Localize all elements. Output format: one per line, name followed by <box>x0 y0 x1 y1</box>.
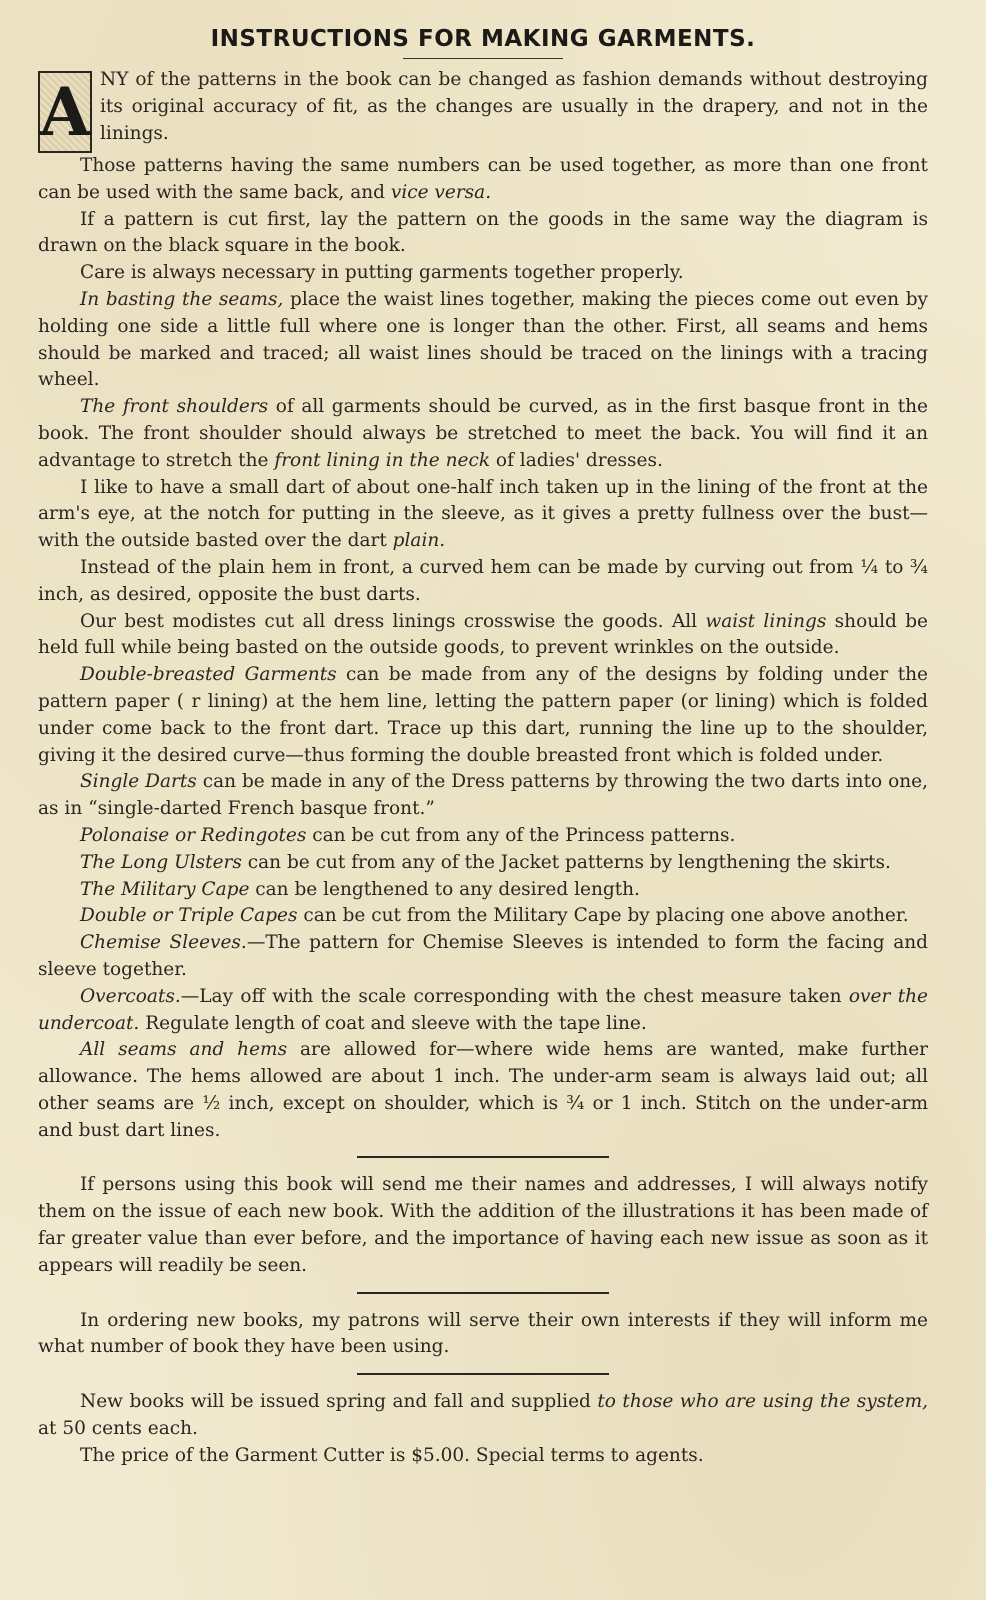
paragraph-chemise-sleeves <box>38 930 928 984</box>
text: Those patterns having the same numbers can be used together, as more than one front can be used with the same back, and <box>38 155 928 203</box>
text: of ladies' dresses. <box>490 449 663 471</box>
text: can be cut from any of the Jacket patterns by lengthening the skirts. <box>241 851 891 873</box>
emphasis: Double or Triple Capes <box>80 905 298 927</box>
page-title: INSTRUCTIONS FOR MAKING GARMENTS. <box>210 26 756 52</box>
paragraph-price: The price of the Garment Cutter is $5.00. Special terms to agents. <box>80 1444 704 1466</box>
paragraph-basting <box>38 287 928 394</box>
emphasis: The Long Ulsters <box>80 851 242 873</box>
text: at 50 cents each. <box>38 1418 198 1440</box>
emphasis: Overcoats. <box>80 985 181 1007</box>
emphasis: Double-breasted Garments <box>80 664 337 686</box>
text: I like to have a small dart of about one-half inch taken up in the lining of the front at the arm's eye, at the notch for putting in the sleeve, as it gives a pretty fullness over the bust—with the outside basted over the dart <box>38 476 928 552</box>
paragraph-front-shoulders <box>38 394 928 474</box>
paragraph-modistes <box>38 609 928 663</box>
paragraph-names-addresses: If persons using this book will send me their names and addresses, I will always notify them on the issue of each new book. With the addition of the illustrations it has been made of far greater value than ever before, and the importance of having each new issue as soon as it appears will readily be seen. <box>38 1174 928 1276</box>
section-divider <box>357 1373 609 1375</box>
text: place the waist lines together, making the pieces come out even by holding one side a little full where one is longer than the other. First, all seams and hems should be marked and traced; all waist lines should be traced on the linings with a tracing wheel. <box>38 288 929 391</box>
text: can be made from any of the designs by folding under the pattern paper ( r lining) at the hem line, letting the pattern paper (or lining) which is folded under come back to the front dart. Trace up this dart, running the line up to the shoulder, giving it the desired curve—thus forming the double breasted front which is folded under. <box>38 664 928 766</box>
emphasis: In basting the seams, <box>80 288 284 310</box>
text: can be made in any of the Dress patterns by throwing the two darts into one, as in “single-darted French basque front.” <box>38 771 928 820</box>
text: can be cut from the Military Cape by placing one above another. <box>297 905 909 927</box>
paragraph-capes <box>38 903 928 930</box>
instructions-body <box>38 67 928 1470</box>
text: —Lay off with the scale corresponding with the chest measure taken <box>180 985 849 1007</box>
section-divider <box>357 1292 609 1294</box>
text: should be held full while being basted on the outside goods, to prevent wrinkles on the outside. <box>38 610 929 659</box>
paragraph-new-books <box>38 1389 928 1443</box>
text: —The pattern for Chemise Sleeves is intended to form the facing and sleeve together. <box>38 932 929 980</box>
paragraph-seams-hems <box>38 1037 928 1144</box>
paragraph-single-darts <box>38 769 928 823</box>
emphasis: plain. <box>392 530 446 552</box>
emphasis: Chemise Sleeves. <box>80 932 247 954</box>
emphasis: to those who are using the system, <box>597 1391 928 1413</box>
intro-text: NY of the patterns in the book can be changed as fashion demands without destroying its original accuracy of fit, as the changes are usually in the drapery, and not in the linings. <box>100 69 928 144</box>
emphasis: All seams and hems <box>80 1039 288 1061</box>
emphasis: front lining in the neck <box>274 449 491 471</box>
text: Our best modistes cut all dress linings crosswise the goods. All <box>80 610 706 632</box>
paragraph-cut-first: If a pattern is cut first, lay the pattern on the goods in the same way the diagram is drawn on the black square in the book. <box>38 208 928 257</box>
text: can be lengthened to any desired length. <box>249 878 640 900</box>
paragraph-long-ulsters <box>38 850 928 877</box>
paragraph-ordering: In ordering new books, my patrons will serve their own interests if they will inform me what number of book they have been using. <box>38 1309 928 1358</box>
text: are allowed for—where wide hems are wanted, make further allowance. The hems allowed are about 1 inch. The under-arm seam is always laid out; all other seams are ½ inch, except on shoulder, which is ¾ or 1 inch. Stitch on the under-arm and bust dart lines. <box>38 1039 929 1141</box>
paragraph-dart <box>38 475 928 555</box>
paragraph-same-numbers <box>38 153 928 207</box>
intro-paragraph <box>38 67 928 153</box>
paragraph-military-cape <box>38 877 928 904</box>
text: of all garments should be curved, as in the first basque front in the book. The front shoulder should always be stretched to meet the back. You will find it an advantage to stretch the <box>38 396 929 471</box>
text: can be cut from any of the Princess patterns. <box>306 824 736 846</box>
ornamental-dropcap: A <box>39 73 91 151</box>
emphasis: The Military Cape <box>80 878 250 900</box>
text: New books will be issued spring and fall and supplied <box>80 1391 598 1413</box>
emphasis: Polonaise or Redingotes <box>80 824 307 846</box>
emphasis: Single Darts <box>80 771 197 793</box>
title-rule <box>403 58 563 59</box>
emphasis: The front shoulders <box>80 396 269 418</box>
emphasis: vice versa. <box>390 181 492 203</box>
section-divider <box>357 1156 609 1158</box>
emphasis: waist linings <box>705 610 827 632</box>
text: Regulate length of coat and sleeve with the tape line. <box>139 1012 647 1034</box>
paragraph-polonaise <box>38 823 928 850</box>
paragraph-care: Care is always necessary in putting garments together properly. <box>80 262 684 284</box>
emphasis: over the undercoat. <box>38 985 929 1034</box>
paragraph-double-breasted <box>38 662 928 769</box>
paragraph-overcoats <box>38 984 928 1038</box>
paragraph-curved-hem: Instead of the plain hem in front, a curved hem can be made by curving out from ¼ to ¾ inch, as desired, opposite the bust darts. <box>38 556 928 605</box>
